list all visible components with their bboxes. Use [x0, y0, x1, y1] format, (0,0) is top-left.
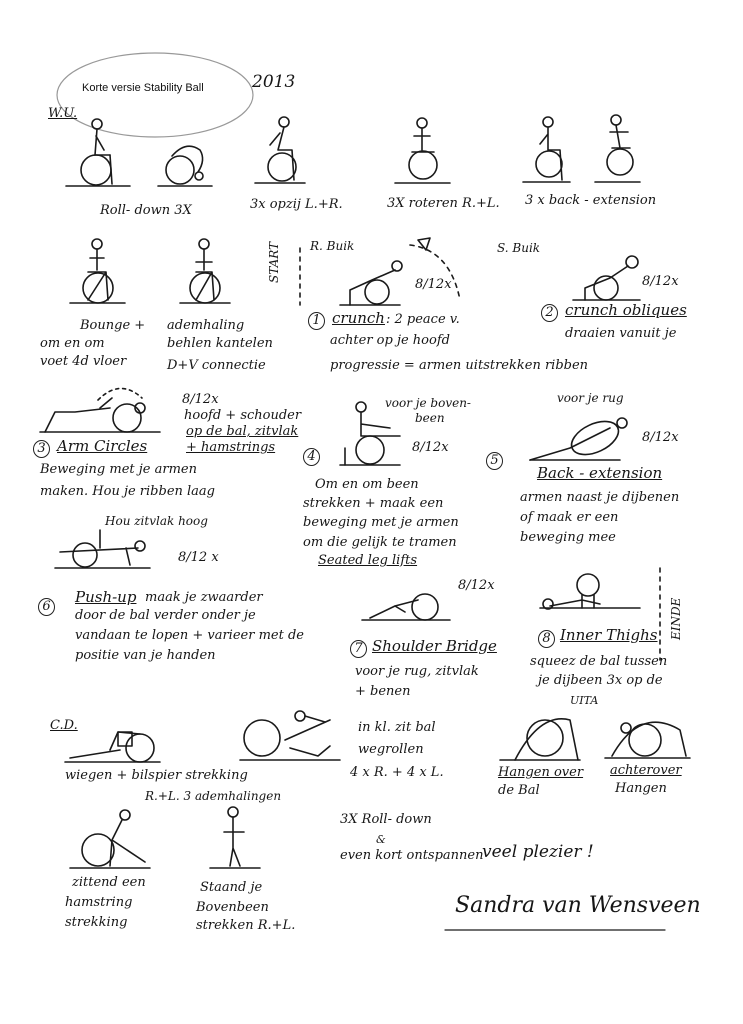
rolldown-label: 3X Roll- down — [340, 812, 432, 827]
wiegen-line-2: R.+L. 3 ademhalingen — [145, 789, 282, 803]
bounce-figure — [70, 239, 125, 303]
ex5-name: Back - extension — [537, 464, 663, 482]
ex3-note-2: op de bal, zitvlak — [186, 424, 299, 439]
bounce-line-2: om en om — [40, 336, 105, 351]
staand-figure — [210, 807, 260, 868]
ex2-note: draaien vanuit je — [565, 326, 677, 341]
ex6-desc-1: maak je zwaarder — [145, 590, 263, 605]
einde-label: EINDE — [669, 597, 683, 640]
inner-thighs-figure — [540, 574, 640, 609]
hangen-line-2: de Bal — [498, 783, 540, 798]
hamstring-line-1: zittend een — [72, 875, 146, 890]
hamstring-line-3: strekking — [65, 915, 128, 930]
title-circle — [57, 53, 253, 137]
warmup-item-4: 3 x back - extension — [525, 193, 657, 208]
warmup-item-1: Roll- down 3X — [100, 203, 192, 218]
staand-line-3: strekken R.+L. — [196, 918, 296, 933]
ex5-number: 5 — [486, 452, 503, 470]
ex1-reps: 8/12x — [415, 277, 452, 292]
wegrollen-line-1: in kl. zit bal — [358, 720, 436, 735]
ex4-desc-2: strekken + maak een — [303, 496, 444, 511]
ex6-desc-4: positie van je handen — [75, 648, 216, 663]
ex4-desc-3: beweging met je armen — [303, 515, 459, 530]
shoulder-bridge-figure — [362, 594, 450, 620]
page-title: Korte versie Stability Ball — [82, 82, 204, 94]
ex1-note-2: achter op je hoofd — [330, 333, 450, 348]
ex7-desc-2: + benen — [355, 684, 411, 699]
ex3-note-1: hoofd + schouder — [184, 408, 302, 423]
breathing-line-1: ademhaling — [167, 318, 245, 333]
ex3-desc-2: maken. Hou je ribben laag — [40, 484, 216, 499]
cooldown-label: C.D. — [50, 718, 78, 733]
ex8-desc-3: UITA — [570, 694, 599, 707]
wegrollen-figure — [240, 711, 340, 760]
ex8-desc-1: squeez de bal tussen — [530, 654, 668, 669]
warmup-figure-5 — [523, 117, 570, 182]
ex4-number: 4 — [303, 448, 320, 466]
breathing-line-3: D+V connectie — [167, 358, 266, 373]
wiegen-line-1: wiegen + bilspier strekking — [65, 768, 248, 783]
ontspannen-label: even kort ontspannen — [340, 848, 484, 863]
warmup-figure-3 — [255, 117, 305, 183]
achterover-line-2: Hangen — [615, 781, 667, 796]
ex4-reps: 8/12x — [412, 440, 449, 455]
achterover-figure — [605, 722, 690, 758]
ex4-desc-4: om die gelijk te tramen — [303, 535, 457, 550]
ex2-reps: 8/12x — [642, 274, 679, 289]
wegrollen-line-2: wegrollen — [358, 742, 424, 757]
plezier-label: veel plezier ! — [482, 842, 594, 862]
ex1-name: crunch — [332, 309, 385, 327]
ex1-note: : 2 peace v. — [386, 312, 460, 327]
ex4-name: Seated leg lifts — [318, 553, 418, 568]
s-buik-label: S. Buik — [497, 241, 541, 255]
achterover-line-1: achterover — [610, 763, 682, 778]
ex5-desc-3: beweging mee — [520, 530, 616, 545]
ex3-reps: 8/12x — [182, 392, 219, 407]
ex1-progression: progressie = armen uitstrekken ribben — [330, 358, 589, 373]
crunch-obliques-figure — [573, 256, 640, 300]
ampersand: & — [376, 833, 386, 846]
warmup-label: W.U. — [48, 106, 78, 121]
ex3-name: Arm Circles — [57, 437, 148, 455]
warmup-item-3: 3X roteren R.+L. — [387, 196, 500, 211]
wiegen-figure — [65, 732, 160, 762]
staand-line-1: Staand je — [200, 880, 263, 895]
ex7-desc-1: voor je rug, zitvlak — [355, 664, 479, 679]
arm-circles-figure — [40, 388, 160, 432]
ex1-number: 1 — [308, 312, 325, 330]
crunch-figure — [340, 238, 460, 305]
warmup-figure-2 — [158, 146, 212, 186]
hamstring-line-2: hamstring — [65, 895, 133, 910]
ex7-number: 7 — [350, 640, 367, 658]
ex8-name: Inner Thighs — [560, 626, 658, 644]
ex6-name: Push-up — [75, 588, 137, 606]
bounce-line-3: voet 4d vloer — [40, 354, 127, 369]
ex7-name: Shoulder Bridge — [372, 637, 497, 655]
ex5-desc-1: armen naast je dijbenen — [520, 490, 680, 505]
breathing-line-2: behlen kantelen — [167, 336, 273, 351]
start-label: START — [267, 241, 281, 283]
push-up-figure — [55, 530, 150, 568]
wegrollen-line-3: 4 x R. + 4 x L. — [350, 765, 444, 780]
ex6-desc-3: vandaan te lopen + varieer met de — [75, 628, 304, 643]
ex2-number: 2 — [541, 304, 558, 322]
r-buik-label: R. Buik — [310, 239, 355, 253]
ex6-desc-2: door de bal verder onder je — [75, 608, 256, 623]
back-extension-figure — [530, 415, 627, 462]
ex8-desc-2: je dijbeen 3x op de — [538, 673, 663, 688]
breathing-figure — [180, 239, 230, 303]
ex4-voor-2: been — [415, 411, 445, 425]
ex5-reps: 8/12x — [642, 430, 679, 445]
ex5-desc-2: of maak er een — [520, 510, 619, 525]
ex3-number: 3 — [33, 440, 50, 458]
warmup-figure-4 — [395, 118, 450, 183]
ex3-hou: Hou zitvlak hoog — [105, 514, 208, 528]
ex6-number: 6 — [38, 598, 55, 616]
ex8-number: 8 — [538, 630, 555, 648]
ex5-voor: voor je rug — [557, 391, 624, 405]
warmup-item-2: 3x opzij L.+R. — [250, 197, 343, 212]
ex4-desc-1: Om en om been — [315, 477, 419, 492]
year: 2013 — [252, 72, 296, 92]
ex2-name: crunch obliques — [565, 301, 687, 319]
staand-line-2: Bovenbeen — [196, 900, 269, 915]
seated-leg-figure — [340, 402, 400, 465]
warmup-figure-1 — [66, 119, 130, 186]
ex3-desc-1: Beweging met je armen — [40, 462, 197, 477]
signature: Sandra van Wensveen — [455, 893, 701, 918]
ex7-reps: 8/12x — [458, 578, 495, 593]
ex4-voor-1: voor je boven- — [385, 396, 471, 410]
bounce-line-1: Bounge + — [80, 318, 146, 333]
hangen-figure — [500, 719, 580, 760]
ex6-reps: 8/12 x — [178, 550, 219, 565]
ex3-hamstrings: + hamstrings — [186, 440, 276, 455]
hamstring-figure — [70, 810, 150, 868]
warmup-figure-6 — [595, 115, 640, 182]
hangen-line-1: Hangen over — [498, 765, 584, 780]
